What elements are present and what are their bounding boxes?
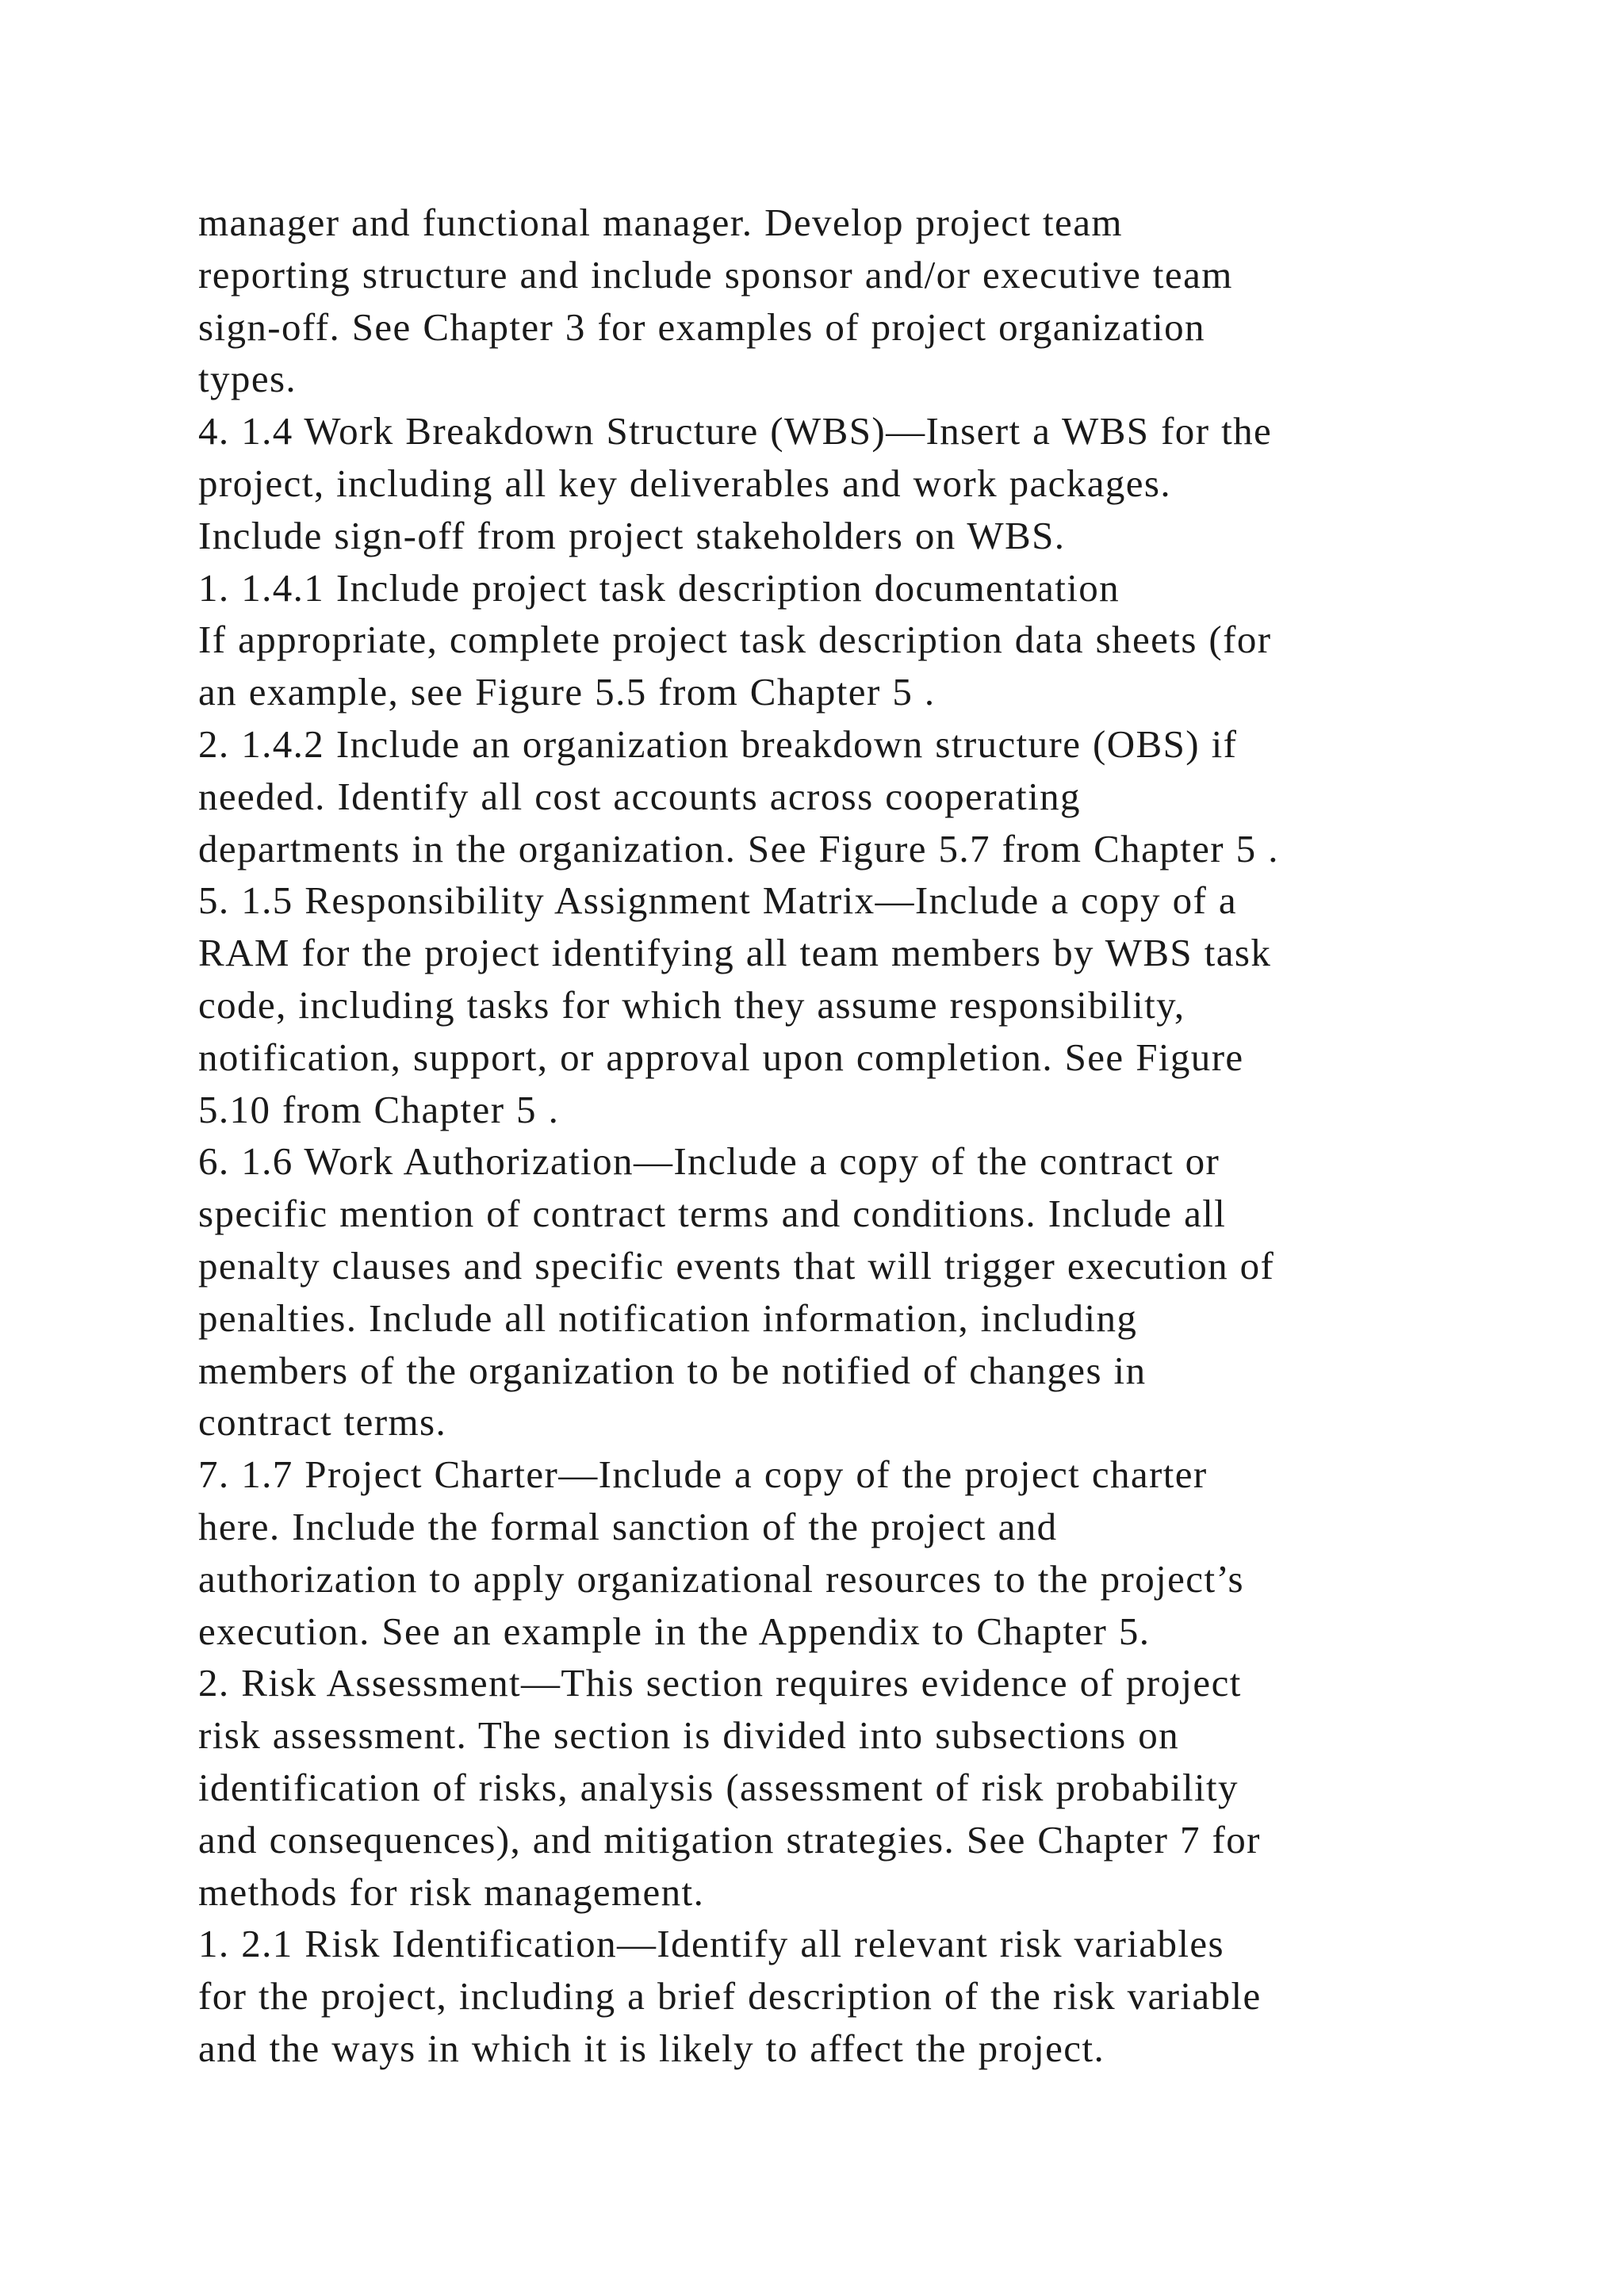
text-line: contract terms. xyxy=(198,1400,447,1445)
text-line: 1. 1.4.1 Include project task description documentation xyxy=(198,565,1120,610)
text-line: penalty clauses and specific events that will trigger execution of xyxy=(198,1243,1275,1288)
body-text xyxy=(198,197,1499,2075)
text-line: 5.10 from Chapter 5 . xyxy=(198,1087,560,1131)
text-line: manager and functional manager. Develop project team xyxy=(198,201,1123,244)
text-line: 7. 1.7 Project Charter—Include a copy of the project charter xyxy=(198,1452,1208,1497)
text-line: 2. 1.4.2 Include an organization breakdown structure (OBS) if xyxy=(198,721,1238,766)
text-line: 6. 1.6 Work Authorization—Include a copy of the contract or xyxy=(198,1139,1220,1184)
text-line: reporting structure and include sponsor and/or executive team xyxy=(198,252,1233,297)
text-line: risk assessment. The section is divided into subsections on xyxy=(198,1713,1180,1758)
text-line: methods for risk management. xyxy=(198,1869,705,1914)
text-line: If appropriate, complete project task description data sheets (for xyxy=(198,618,1272,662)
text-line: project, including all key deliverables and work packages. xyxy=(198,461,1172,505)
text-line: members of the organization to be notified of changes in xyxy=(198,1348,1147,1392)
text-line: for the project, including a brief description of the risk variable xyxy=(198,1974,1262,2019)
text-line: identification of risks, analysis (assessment of risk probability xyxy=(198,1765,1239,1809)
text-line: 1. 2.1 Risk Identification—Identify all relevant risk variables xyxy=(198,1922,1225,1966)
text-line: RAM for the project identifying all team members by WBS task xyxy=(198,931,1272,975)
text-line: here. Include the formal sanction of the project and xyxy=(198,1504,1058,1548)
text-line: Include sign-off from project stakeholders on WBS. xyxy=(198,513,1066,557)
text-line: an example, see Figure 5.5 from Chapter 5 . xyxy=(198,670,936,714)
text-line: and the ways in which it is likely to affect the project. xyxy=(198,2026,1105,2070)
text-line: notification, support, or approval upon completion. See Figure xyxy=(198,1035,1244,1079)
text-line: penalties. Include all notification information, including xyxy=(198,1295,1138,1340)
text-line: departments in the organization. See Figure 5.7 from Chapter 5 . xyxy=(198,826,1279,871)
text-line: 5. 1.5 Responsibility Assignment Matrix—Include a copy of a xyxy=(198,878,1238,923)
text-line: authorization to apply organizational resources to the project’s xyxy=(198,1556,1244,1601)
text-line: 2. Risk Assessment—This section requires evidence of project xyxy=(198,1661,1242,1705)
text-line: needed. Identify all cost accounts across cooperating xyxy=(198,774,1081,818)
text-line: code, including tasks for which they assume responsibility, xyxy=(198,982,1185,1027)
text-line: types. xyxy=(198,357,297,401)
text-line: specific mention of contract terms and conditions. Include all xyxy=(198,1192,1227,1236)
text-line: sign-off. See Chapter 3 for examples of project organization xyxy=(198,304,1205,349)
text-line: execution. See an example in the Appendix to Chapter 5. xyxy=(198,1609,1151,1653)
text-line: 4. 1.4 Work Breakdown Structure (WBS)—Insert a WBS for the xyxy=(198,409,1273,453)
text-line: and consequences), and mitigation strategies. See Chapter 7 for xyxy=(198,1817,1261,1862)
